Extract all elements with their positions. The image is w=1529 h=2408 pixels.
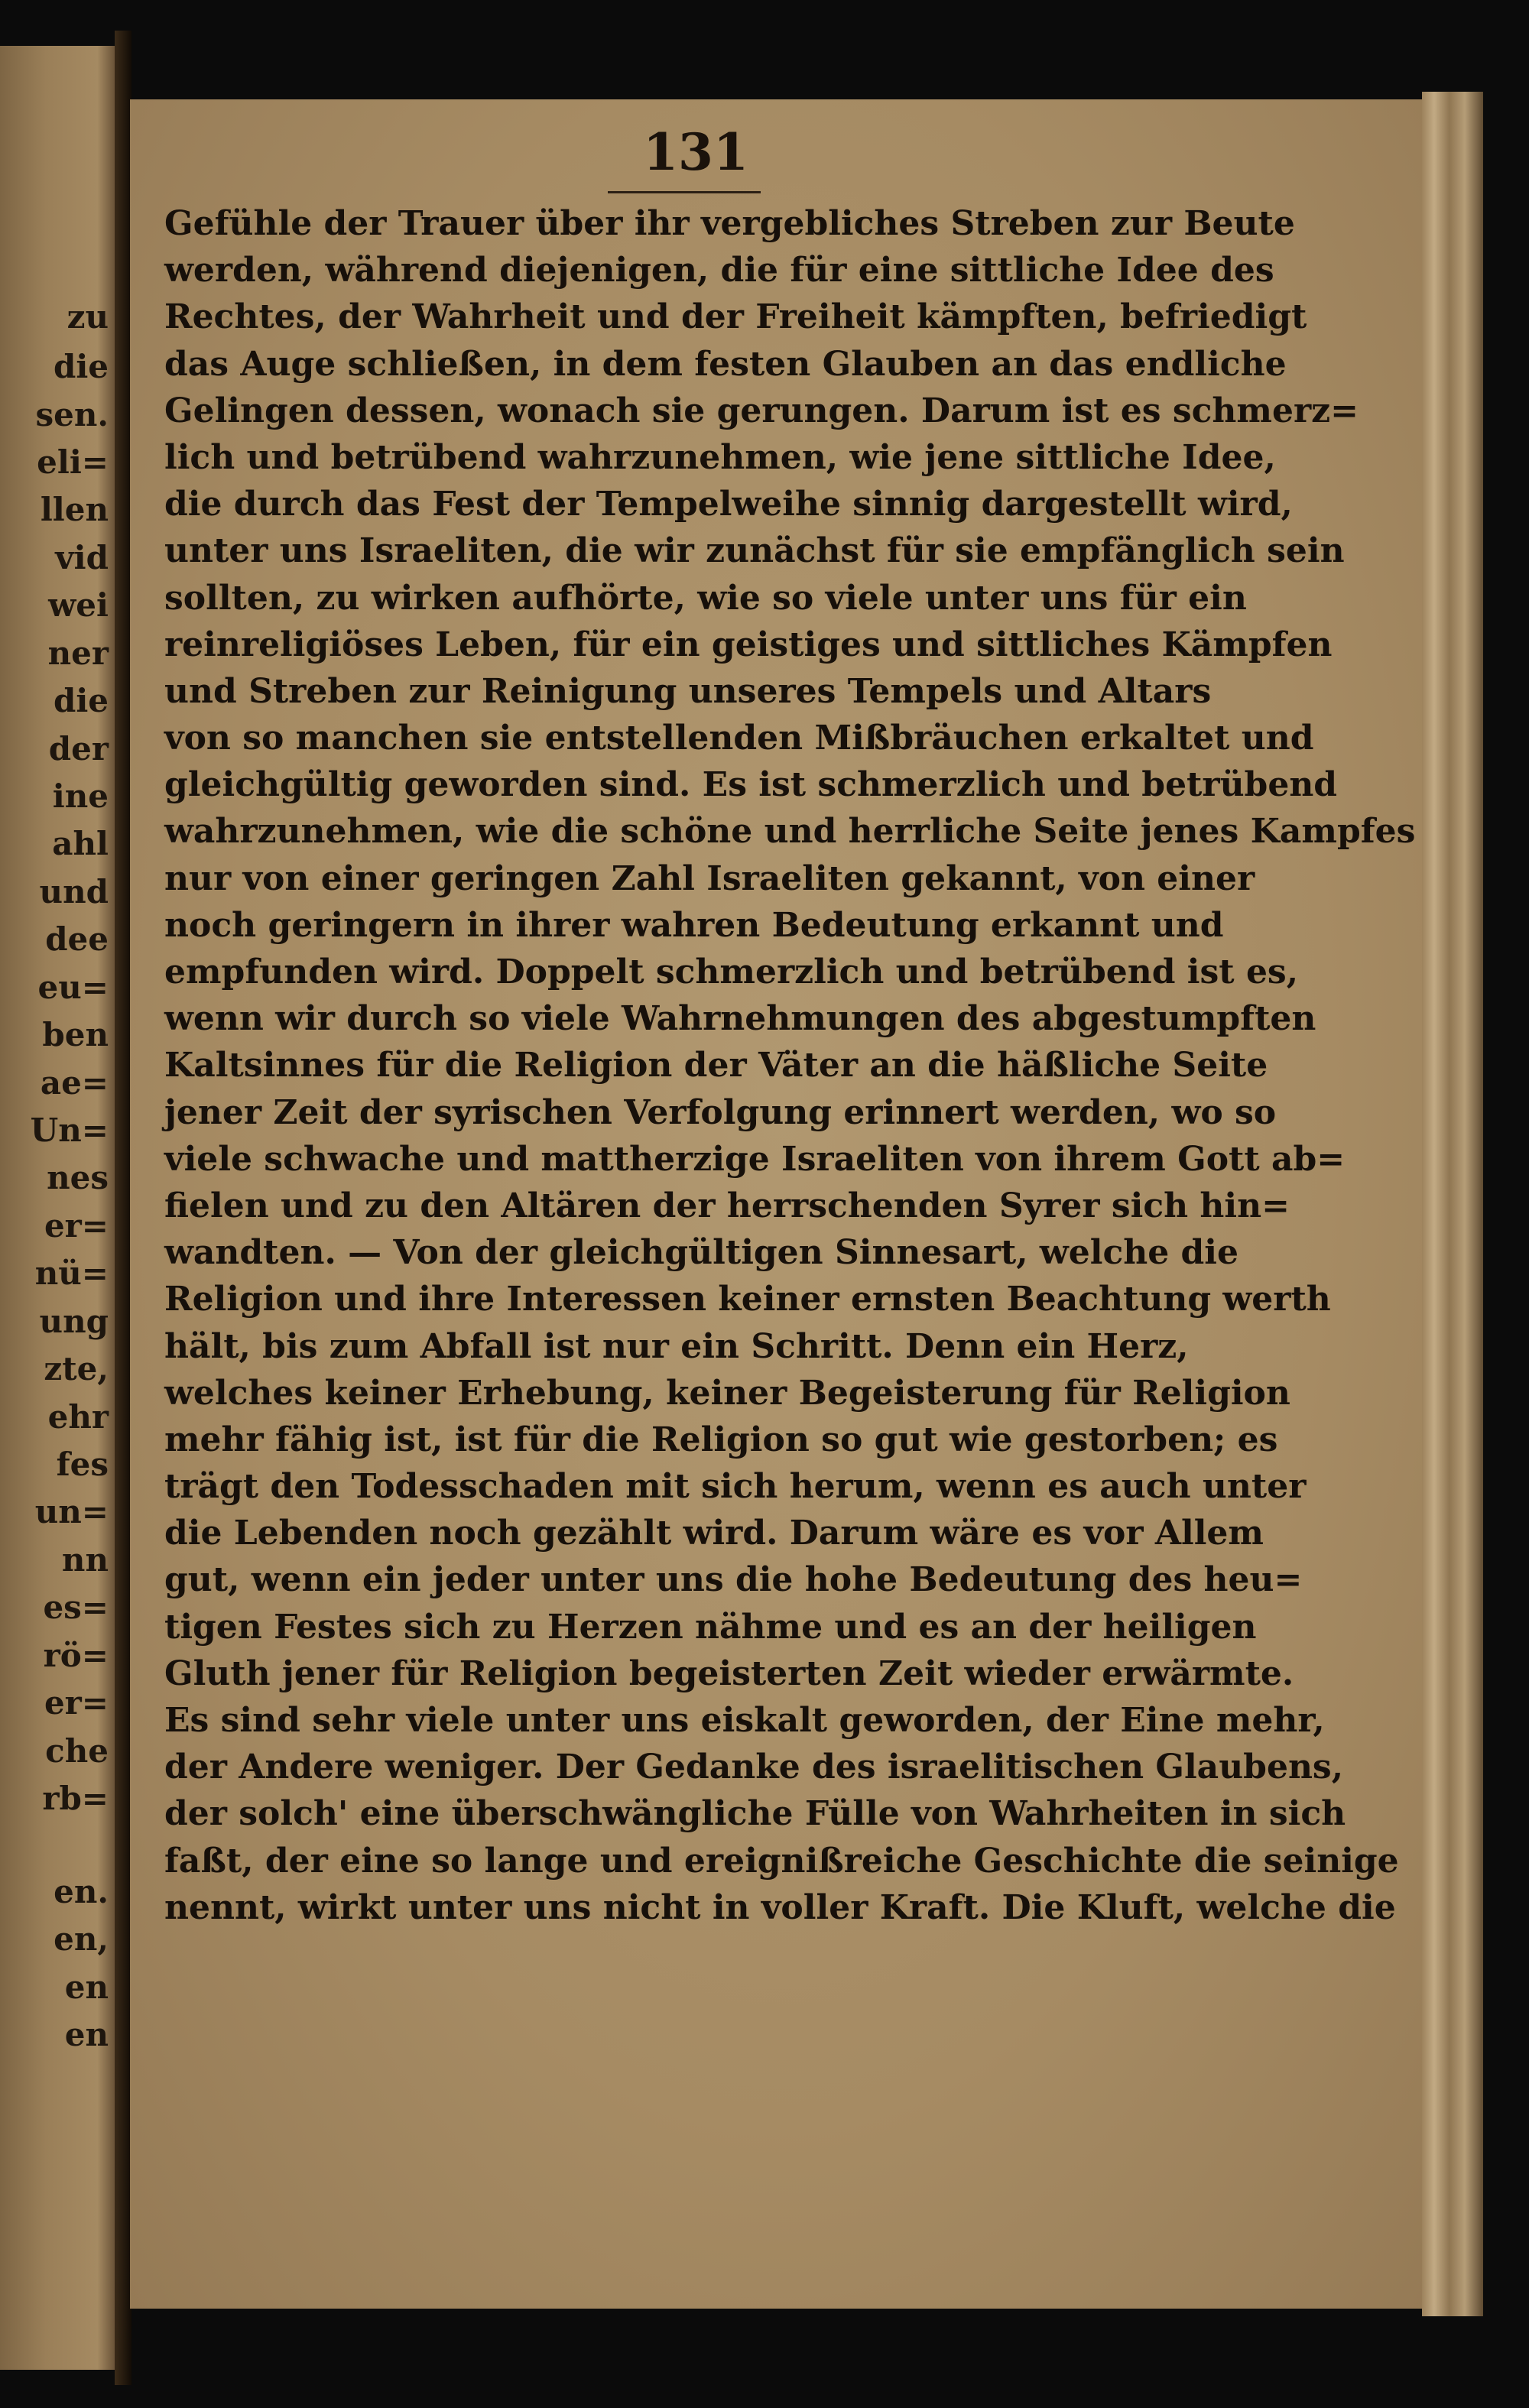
- header-rule: [608, 191, 761, 193]
- left-page-fragment: [0, 46, 115, 2370]
- left-margin-word: en: [64, 2016, 109, 2053]
- left-margin-word: Un=: [30, 1112, 109, 1149]
- text-line: empfunden wird. Doppelt schmerzlich und betrübend ist es,: [164, 952, 1299, 991]
- text-line: die Lebenden noch gezählt wird. Darum wäre es vor Allem: [164, 1514, 1264, 1553]
- text-line: und Streben zur Reinigung unseres Tempels und Altars: [164, 671, 1212, 711]
- text-line: reinreligiöses Leben, für ein geistiges und sittliches Kämpfen: [164, 625, 1333, 664]
- text-line: das Auge schließen, in dem festen Glauben an das endliche: [164, 344, 1287, 384]
- left-margin-word: es=: [43, 1589, 109, 1626]
- left-margin-word: en.: [54, 1873, 109, 1910]
- text-line: Religion und ihre Interessen keiner ernsten Beachtung werth: [164, 1280, 1331, 1319]
- left-margin-word: un=: [34, 1493, 109, 1530]
- text-line: noch geringern in ihrer wahren Bedeutung erkannt und: [164, 905, 1224, 945]
- text-line: mehr fähig ist, ist für die Religion so gut wie gestorben; es: [164, 1420, 1278, 1459]
- left-margin-word: nü=: [34, 1254, 109, 1292]
- left-margin-word: ung: [39, 1303, 109, 1340]
- text-line: welches keiner Erhebung, keiner Begeisterung für Religion: [164, 1373, 1290, 1413]
- left-margin-word: llen: [40, 491, 109, 528]
- text-line: Gluth jener für Religion begeisterten Zeit wieder erwärmte.: [164, 1653, 1294, 1693]
- left-margin-word: en: [64, 1968, 109, 2006]
- left-margin-word: ae=: [40, 1064, 109, 1102]
- text-line: wahrzunehmen, wie die schöne und herrliche Seite jenes Kampfes: [164, 812, 1416, 852]
- left-margin-word: der: [48, 730, 109, 768]
- left-margin-word: eli=: [37, 443, 109, 481]
- left-margin-word: nn: [61, 1541, 109, 1579]
- left-margin-word: die: [53, 348, 109, 385]
- left-margin-word: er=: [44, 1207, 109, 1245]
- text-line: der solch' eine überschwängliche Fülle von Wahrheiten in sich: [164, 1794, 1346, 1834]
- page-edges: [1422, 92, 1483, 2316]
- text-line: wandten. — Von der gleichgültigen Sinnesart, welche die: [164, 1233, 1239, 1273]
- left-margin-word: dee: [45, 920, 109, 958]
- left-margin-word: ehr: [47, 1398, 109, 1436]
- left-margin-word: ner: [47, 634, 109, 672]
- left-margin-word: rb=: [42, 1780, 109, 1817]
- left-margin-word: en,: [54, 1920, 109, 1958]
- text-line: Es sind sehr viele unter uns eiskalt geworden, der Eine mehr,: [164, 1701, 1325, 1740]
- text-line: der Andere weniger. Der Gedanke des israelitischen Glaubens,: [164, 1748, 1344, 1787]
- left-margin-word: vid: [55, 539, 109, 576]
- book-gutter: [115, 31, 131, 2385]
- text-line: sollten, zu wirken aufhörte, wie so viele unter uns für ein: [164, 578, 1247, 618]
- left-margin-word: zu: [67, 298, 109, 336]
- text-line: jener Zeit der syrischen Verfolgung erinnert werden, wo so: [164, 1092, 1277, 1132]
- text-line: gleichgültig geworden sind. Es ist schmerzlich und betrübend: [164, 765, 1338, 805]
- page-number: 131: [643, 122, 748, 182]
- text-line: Kaltsinnes für die Religion der Väter an die häßliche Seite: [164, 1046, 1268, 1086]
- text-line: nur von einer geringen Zahl Israeliten gekannt, von einer: [164, 858, 1255, 898]
- text-line: wenn wir durch so viele Wahrnehmungen des abgestumpften: [164, 999, 1316, 1039]
- left-margin-word: und: [39, 873, 109, 910]
- left-margin-word: eu=: [37, 969, 109, 1006]
- text-line: werden, während diejenigen, die für eine sittliche Idee des: [164, 251, 1274, 290]
- left-margin-word: nes: [47, 1159, 109, 1196]
- text-line: gut, wenn ein jeder unter uns die hohe Bedeutung des heu=: [164, 1560, 1303, 1600]
- left-margin-word: ben: [42, 1016, 109, 1053]
- text-line: Gefühle der Trauer über ihr vergebliches Streben zur Beute: [164, 204, 1295, 243]
- text-line: fielen und zu den Altären der herrschenden Syrer sich hin=: [164, 1186, 1290, 1225]
- text-line: trägt den Todesschaden mit sich herum, wenn es auch unter: [164, 1467, 1307, 1507]
- text-line: viele schwache und mattherzige Israeliten von ihrem Gott ab=: [164, 1139, 1346, 1179]
- left-margin-word: ahl: [52, 825, 109, 862]
- text-line: Rechtes, der Wahrheit und der Freiheit kämpften, befriedigt: [164, 297, 1307, 337]
- text-line: hält, bis zum Abfall ist nur ein Schritt. Denn ein Herz,: [164, 1326, 1189, 1366]
- text-line: Gelingen dessen, wonach sie gerungen. Darum ist es schmerz=: [164, 391, 1359, 430]
- left-margin-word: che: [45, 1732, 109, 1770]
- left-margin-word: zte,: [44, 1350, 109, 1387]
- body-text: [164, 200, 1416, 1931]
- text-line: unter uns Israeliten, die wir zunächst für sie empfänglich sein: [164, 531, 1345, 571]
- text-line: von so manchen sie entstellenden Mißbräuchen erkaltet und: [164, 719, 1314, 758]
- text-line: nennt, wirkt unter uns nicht in voller Kraft. Die Kluft, welche die: [164, 1887, 1396, 1927]
- left-margin-word: fes: [56, 1446, 109, 1483]
- left-margin-word: die: [53, 682, 109, 719]
- text-line: tigen Festes sich zu Herzen nähme und es an der heiligen: [164, 1607, 1257, 1647]
- text-line: faßt, der eine so lange und ereignißreiche Geschichte die seinige: [164, 1841, 1399, 1881]
- left-margin-word: sen.: [35, 396, 109, 433]
- text-line: die durch das Fest der Tempelweihe sinnig dargestellt wird,: [164, 485, 1293, 524]
- left-margin-word: er=: [44, 1684, 109, 1722]
- left-margin-word: wei: [48, 586, 109, 624]
- left-margin-word: ine: [52, 777, 109, 815]
- left-margin-word: rö=: [43, 1637, 109, 1674]
- text-line: lich und betrübend wahrzunehmen, wie jene sittliche Idee,: [164, 437, 1276, 477]
